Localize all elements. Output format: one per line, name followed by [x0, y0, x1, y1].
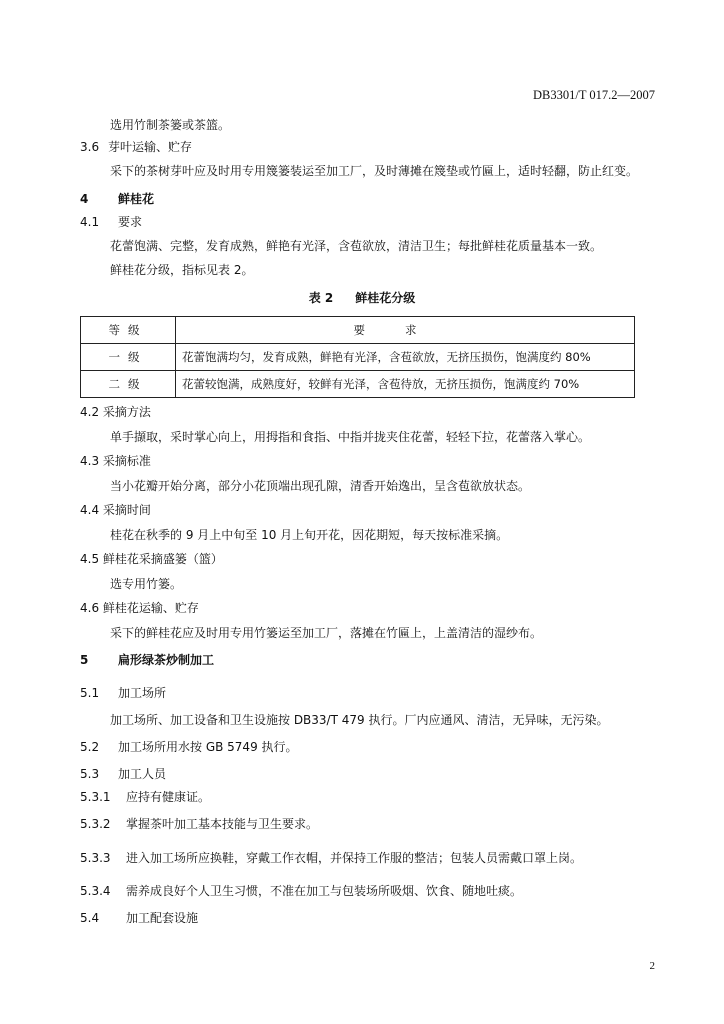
section-number: 4: [80, 192, 89, 206]
section-body: 需养成良好个人卫生习惯，不准在加工与包装场所吸烟、饮食、随地吐痰。: [126, 884, 523, 898]
body-text: 选用竹制茶篓或茶篮。: [110, 118, 231, 132]
section-heading-4-4: 4.4 采摘时间: [80, 503, 151, 517]
section-heading-3-6: [80, 139, 192, 155]
section-title: 加工配套设施: [126, 911, 199, 925]
section-number: 5.1: [80, 686, 100, 700]
section-heading-5-1: [80, 685, 166, 701]
section-heading-4-1: [80, 214, 142, 230]
section-body: 掌握茶叶加工基本技能与卫生要求。: [126, 817, 319, 831]
section-heading-5-3-1: [80, 789, 210, 805]
body-text: 选专用竹篓。: [110, 577, 183, 591]
body-text: 鲜桂花分级，指标见表 2。: [110, 263, 254, 277]
section-heading-5-3: [80, 766, 166, 782]
section-title: 要求: [118, 215, 143, 229]
section-number: 5.2: [80, 740, 100, 754]
section-heading-5-4: [80, 910, 198, 926]
section-heading-5-3-2: [80, 816, 318, 832]
body-text: 当小花瓣开始分离，部分小花顶端出现孔隙，清香开始逸出，呈含苞欲放状态。: [110, 479, 531, 493]
section-number: 5.4: [80, 911, 100, 925]
requirement-cell: 花蕾较饱满，成熟度好，较鲜有光泽，含苞待放，无挤压损伤，饱满度约 70%: [176, 371, 635, 398]
requirement-cell: 花蕾饱满均匀，发育成熟，鲜艳有光泽，含苞欲放，无挤压损伤，饱满度约 80%: [176, 344, 635, 371]
section-number: 3.6: [80, 140, 100, 154]
section-body: 加工场所用水按 GB 5749 执行。: [118, 740, 298, 754]
section-title: 加工场所: [118, 686, 167, 700]
section-heading-4-3: 4.3 采摘标准: [80, 454, 151, 468]
section-number: 5.3.2: [80, 817, 111, 831]
grade-cell: 一级: [81, 344, 176, 371]
table-header-cell: 等级: [81, 317, 176, 344]
section-title: 加工人员: [118, 767, 167, 781]
section-heading-4-6: 4.6 鲜桂花运输、贮存: [80, 601, 199, 615]
section-heading-5-3-4: [80, 883, 522, 899]
page-number: 2: [649, 960, 655, 972]
table-number: 表 2: [308, 291, 334, 305]
table-row: [81, 371, 635, 398]
section-heading-5-2: [80, 739, 298, 755]
section-heading-4-5: 4.5 鲜桂花采摘盛篓（篮）: [80, 552, 223, 566]
table-row: [81, 344, 635, 371]
grade-table: [80, 316, 635, 398]
section-title: 鲜桂花: [118, 192, 155, 206]
grade-cell: 二级: [81, 371, 176, 398]
table-header-cell: 要求: [176, 317, 635, 344]
section-title: 扁形绿茶炒制加工: [118, 653, 215, 667]
table-title: [0, 289, 724, 306]
section-number: 5.3.3: [80, 851, 111, 865]
section-number: 5.3.1: [80, 790, 111, 804]
table-header-row: [81, 317, 635, 344]
section-number: 5: [80, 653, 89, 667]
table-caption: 鲜桂花分级: [355, 291, 416, 305]
body-text: 桂花在秋季的 9 月上中旬至 10 月上旬开花，因花期短，每天按标准采摘。: [110, 528, 509, 542]
section-number: 5.3.4: [80, 884, 111, 898]
section-number: 4.1: [80, 215, 100, 229]
section-number: 5.3: [80, 767, 100, 781]
body-text: 花蕾饱满、完整，发育成熟，鲜艳有光泽，含苞欲放，清洁卫生；每批鲜桂花质量基本一致。: [110, 239, 603, 253]
body-text: 采下的茶树芽叶应及时用专用篾篓装运至加工厂，及时薄摊在篾垫或竹匾上，适时轻翻，防止红变。: [110, 164, 639, 178]
section-body: 进入加工场所应换鞋，穿戴工作衣帽，并保持工作服的整洁；包装人员需戴口罩上岗。: [126, 851, 583, 865]
standard-number: DB3301/T 017.2—2007: [533, 88, 655, 102]
section-heading-5-3-3: [80, 850, 582, 866]
section-heading-4: [80, 190, 154, 207]
section-heading-4-2: 4.2 采摘方法: [80, 405, 151, 419]
section-body: 应持有健康证。: [126, 790, 211, 804]
body-text: 采下的鲜桂花应及时用专用竹篓运至加工厂，落摊在竹匾上，上盖清洁的湿纱布。: [110, 626, 543, 640]
section-heading-5: [80, 651, 214, 668]
body-text: 单手撷取，采时掌心向上，用拇指和食指、中指并拢夹住花蕾，轻轻下拉，花蕾落入掌心。: [110, 430, 591, 444]
section-title: 芽叶运输、贮存: [108, 140, 193, 154]
body-text: 加工场所、加工设备和卫生设施按 DB33/T 479 执行。厂内应通风、清洁，无异味，无污染。: [110, 713, 609, 727]
